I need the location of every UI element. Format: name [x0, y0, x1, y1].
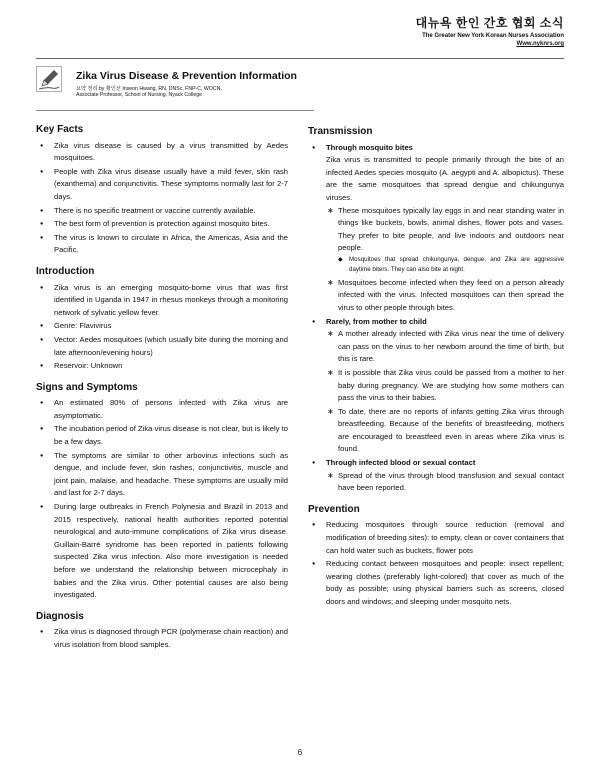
list-item: ● The virus is known to circulate in Africa, the Americas, Asia and the Pacific. [36, 232, 288, 257]
key-facts-section [36, 124, 288, 257]
list-item: ● Zika virus is an emerging mosquito-borne virus that was first identified in Uganda in 1947 in rhesus monkeys through a monitoring network of sylvatic yellow fever. [36, 282, 288, 320]
list-item: ● An estimated 80% of persons infected with Zika virus are asymptomatic. [36, 397, 288, 422]
mosquito-sub1: These mosquitoes typically lay eggs in and near standing water in things like buckets, bowls, animal dishes, flower pots and vases. They prefer to bite people, and live indoors and outdoors near people. [338, 205, 564, 253]
list-item: ● The best form of prevention is protection against mosquito bites. [36, 218, 288, 231]
left-column [36, 124, 288, 661]
diagnosis-heading: Diagnosis [36, 610, 84, 622]
list-item: ● The incubation period of Zika virus disease is not clear, but is likely to be a few days. [36, 423, 288, 448]
transmission-heading: Transmission [308, 126, 373, 137]
diagnosis-section [36, 611, 288, 652]
list-item [308, 316, 564, 457]
signs-heading: Signs and Symptoms [36, 381, 138, 393]
author-affiliation: Associate Professor, School of Nursing, Nyack College [76, 92, 202, 98]
signs-section [36, 382, 288, 602]
list-item: ● There is no specific treatment or vaccine currently available. [36, 205, 288, 218]
pencil-icon [36, 66, 62, 92]
list-item [326, 205, 564, 276]
list-item: ● Zika virus is diagnosed through PCR (polymerase chain reaction) and virus isolation from blood samples. [36, 626, 288, 651]
mosquito-subheading: ● Through mosquito bites [326, 142, 413, 152]
list-item [308, 457, 564, 495]
prevention-heading: Prevention [308, 503, 360, 515]
list-item: ∗ It is possible that Zika virus could be passed from a mother to her baby during pregnancy. We are studying how some mothers can pass the virus to their babies. [326, 367, 564, 405]
list-item: ● Reservoir: Unknown [36, 360, 288, 373]
transmission-section [308, 126, 564, 495]
article-title-block [36, 64, 296, 108]
title-divider [36, 110, 314, 111]
website-link[interactable]: Www.nyknrs.org [516, 41, 564, 47]
mother-subheading: ● Rarely, from mother to child [326, 316, 427, 326]
list-item: ● Zika virus disease is caused by a virus transmitted by Aedes mosquitoes. [36, 140, 288, 165]
introduction-section [36, 266, 288, 373]
list-item: ● People with Zika virus disease usually have a mild fever, skin rash (exanthema) and conjunctivitis. These symptoms normally last for 2-7 days. [36, 166, 288, 204]
list-item: ● Reducing mosquitoes through source reduction (removal and modification of breeding sites): to empty, clean or cover containers that can hold water such as buckets, flower pots [308, 519, 564, 557]
list-item: ● Vector: Aedes mosquitoes (which usually bite during the morning and late afternoon/evening hours) [36, 334, 288, 359]
list-item: ∗ To date, there are no reports of infants getting Zika virus through breastfeeding. Because of the benefits of breastfeeding, mothers are encouraged to breastfeed even in areas where Zika virus is found. [326, 406, 564, 456]
article-title: Zika Virus Disease & Prevention Information [76, 70, 297, 82]
page-number: 6 [297, 748, 303, 757]
list-item: ● During large outbreaks in French Polynesia and Brazil in 2013 and 2015 respectively, national health authorities reported potential neurological and auto-immune complications of Zika virus disease. Guillain-Barré syndrome has been reported in patients following suspected Zika virus infection. Also more investigation is needed before we understand the relationship between microcephaly in babies and the Zika virus. Other potential causes are also being investigated. [36, 501, 288, 602]
key-facts-heading: Key Facts [36, 124, 84, 135]
list-item: ● Reducing contact between mosquitoes and people: insect repellent; wearing clothes (preferably light-colored) that cover as much of the body as possible; using physical barriers such as screens, closed doors and windows; and sleeping under mosquito nets. [308, 558, 564, 608]
right-column [308, 126, 564, 618]
mosquito-note: ◆ Mosquitoes that spread chikungunya, dengue, and Zika are aggressive daytime biters. They can also bite at night. [338, 255, 564, 276]
mosquito-text: Zika virus is transmitted to people primarily through the bite of an infected Aedes species mosquito (A. aegypti and A. albopictus). These are the same mosquitoes that spread dengue and chikungunya viruses. [326, 155, 564, 202]
list-item: ∗ Mosquitoes become infected when they feed on a person already infected with the virus. Infected mosquitoes can then spread the virus to other people through bites. [326, 277, 564, 315]
newsletter-header [416, 14, 564, 47]
list-item [308, 142, 564, 315]
article-author: 요약 정리 by 황인선 Inseon Hwang, RN, DNSc, FNP-C, WOCN, [76, 86, 222, 92]
prevention-section [308, 504, 564, 609]
list-item: ∗ A mother already infected with Zika virus near the time of delivery can pass on the virus to her newborn around the time of birth, but this is rare. [326, 328, 564, 366]
list-item: ● The symptoms are similar to other arbovirus infections such as dengue, and include fever, skin rashes, conjunctivitis, muscle and joint pain, malaise, and headache. These symptoms are usually mild and last for 2-7 days. [36, 450, 288, 500]
blood-subheading: ● Through infected blood or sexual contact [326, 458, 476, 468]
introduction-heading: Introduction [36, 265, 95, 277]
newsletter-korean-title: 대뉴욕 한인 간호 협회 소식 [415, 16, 564, 30]
list-item: ● Genre: Flavivirus [36, 320, 288, 333]
list-item: ∗ Spread of the virus through blood transfusion and sexual contact have been reported. [326, 470, 564, 495]
header-divider [36, 58, 564, 59]
association-name: The Greater New York Korean Nurses Association [422, 33, 564, 39]
